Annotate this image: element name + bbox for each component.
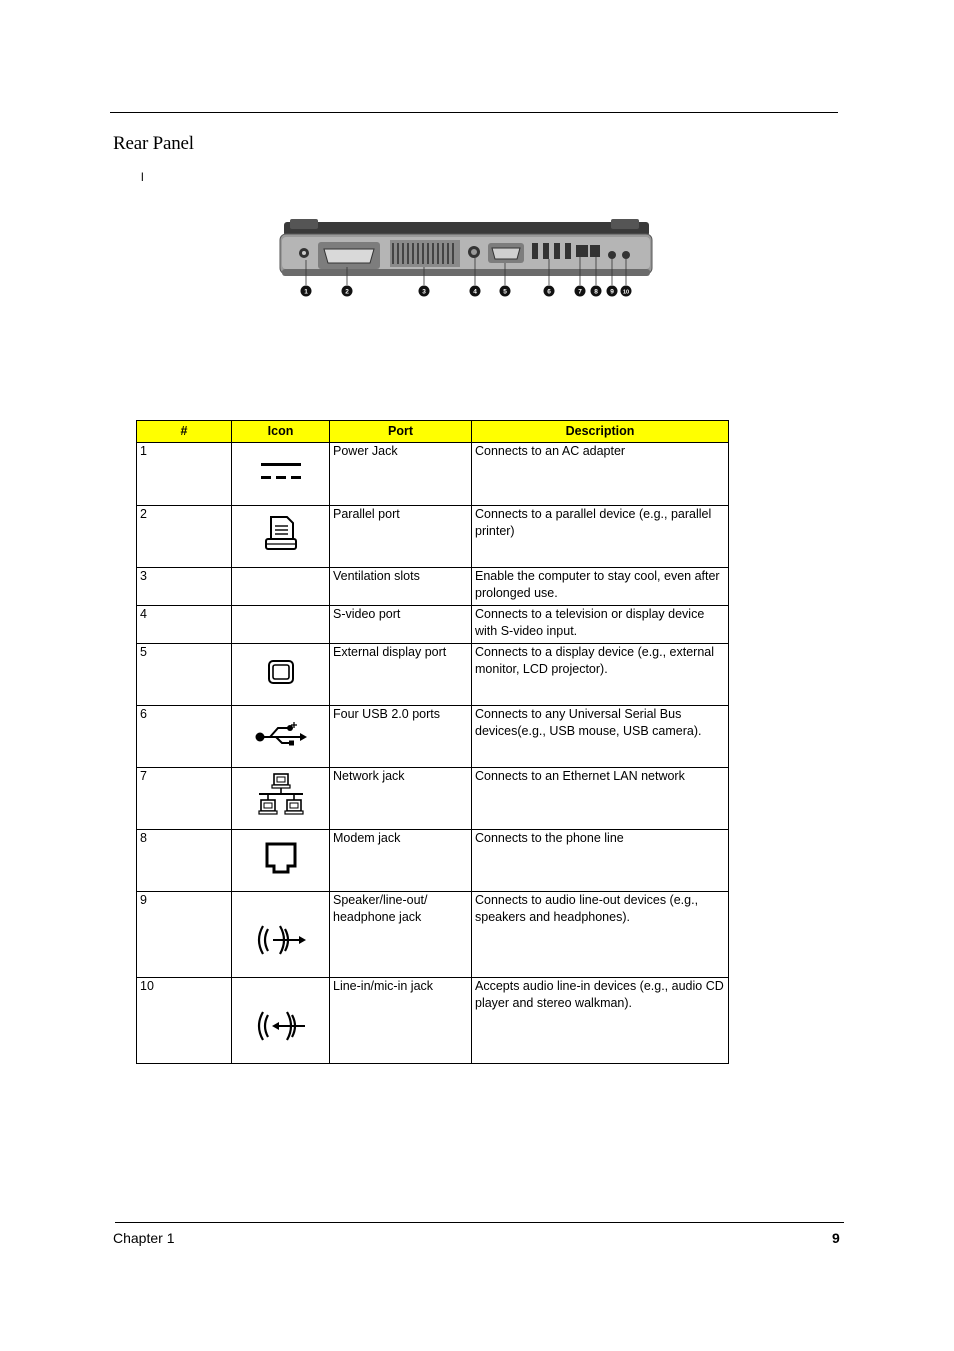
- port-description: Connects to an AC adapter: [472, 443, 729, 506]
- printer-icon: [263, 515, 299, 553]
- row-number: 4: [137, 606, 232, 644]
- row-number: 8: [137, 830, 232, 892]
- section-title: Rear Panel: [113, 133, 194, 154]
- usb-icon: [254, 721, 308, 747]
- svg-text:4: 4: [473, 288, 477, 296]
- header-rule: [110, 112, 838, 113]
- row-number: 10: [137, 978, 232, 1064]
- callout-4: [470, 286, 481, 297]
- header-description: Description: [472, 421, 729, 443]
- empty-icon-cell: [232, 568, 330, 606]
- rear-panel-ports-table: [136, 420, 729, 1064]
- dc-power-icon: [259, 459, 303, 485]
- table-row: [137, 606, 729, 644]
- row-number: 7: [137, 768, 232, 830]
- header-icon: Icon: [232, 421, 330, 443]
- svg-text:9: 9: [610, 288, 614, 296]
- row-number: 9: [137, 892, 232, 978]
- callout-8: [591, 286, 602, 297]
- port-name: Modem jack: [330, 830, 472, 892]
- port-description: Connects to an Ethernet LAN network: [472, 768, 729, 830]
- port-name: Line-in/mic-in jack: [330, 978, 472, 1064]
- port-name: Network jack: [330, 768, 472, 830]
- port-description: Connects to a parallel device (e.g., parallel printer): [472, 506, 729, 568]
- svg-text:6: 6: [547, 288, 551, 296]
- table-row: [137, 830, 729, 892]
- svg-text:3: 3: [422, 288, 426, 296]
- port-description: Connects to a television or display device with S-video input.: [472, 606, 729, 644]
- audio-in-icon: [255, 1009, 307, 1043]
- port-name: S-video port: [330, 606, 472, 644]
- port-name: Parallel port: [330, 506, 472, 568]
- svg-text:5: 5: [503, 288, 507, 296]
- table-row: [137, 978, 729, 1064]
- table-row: [137, 706, 729, 768]
- callout-9: [607, 286, 618, 297]
- port-name: Ventilation slots: [330, 568, 472, 606]
- header-port: Port: [330, 421, 472, 443]
- footer-chapter: Chapter 1: [113, 1230, 175, 1246]
- port-description: Connects to a display device (e.g., external monitor, LCD projector).: [472, 644, 729, 706]
- svg-text:2: 2: [345, 288, 349, 296]
- monitor-icon: [267, 659, 295, 685]
- port-name: Speaker/line-out/ headphone jack: [330, 892, 472, 978]
- port-description: Connects to any Universal Serial Bus devices(e.g., USB mouse, USB camera).: [472, 706, 729, 768]
- table-row: [137, 768, 729, 830]
- header-number: #: [137, 421, 232, 443]
- port-name: Power Jack: [330, 443, 472, 506]
- network-icon: [257, 772, 305, 820]
- svg-text:7: 7: [578, 288, 582, 296]
- port-name: External display port: [330, 644, 472, 706]
- table-row: [137, 892, 729, 978]
- callout-3: [419, 286, 430, 297]
- table-row: [137, 568, 729, 606]
- callout-5: [500, 286, 511, 297]
- page-number: 9: [832, 1230, 840, 1246]
- callout-7: [575, 286, 586, 297]
- port-description: Accepts audio line-in devices (e.g., audio CD player and stereo walkman).: [472, 978, 729, 1064]
- table-row: [137, 644, 729, 706]
- empty-icon-cell: [232, 606, 330, 644]
- row-number: 2: [137, 506, 232, 568]
- port-description: Connects to audio line-out devices (e.g., speakers and headphones).: [472, 892, 729, 978]
- svg-text:10: 10: [622, 289, 630, 296]
- svg-text:1: 1: [304, 288, 308, 296]
- callout-6: [544, 286, 555, 297]
- row-number: 1: [137, 443, 232, 506]
- svg-text:8: 8: [594, 288, 598, 296]
- callout-1: [301, 286, 312, 297]
- table-row: [137, 506, 729, 568]
- table-row: [137, 443, 729, 506]
- callout-2: [342, 286, 353, 297]
- laptop-rear-panel-image: [276, 215, 656, 305]
- row-number: 5: [137, 644, 232, 706]
- footer-rule: [115, 1222, 844, 1223]
- audio-out-icon: [255, 923, 307, 957]
- row-number: 6: [137, 706, 232, 768]
- table-header-row: [137, 421, 729, 443]
- port-description: Connects to the phone line: [472, 830, 729, 892]
- row-number: 3: [137, 568, 232, 606]
- port-description: Enable the computer to stay cool, even after prolonged use.: [472, 568, 729, 606]
- port-name: Four USB 2.0 ports: [330, 706, 472, 768]
- callout-10: [621, 286, 632, 297]
- stray-mark: l: [141, 170, 144, 184]
- modem-icon: [264, 841, 298, 875]
